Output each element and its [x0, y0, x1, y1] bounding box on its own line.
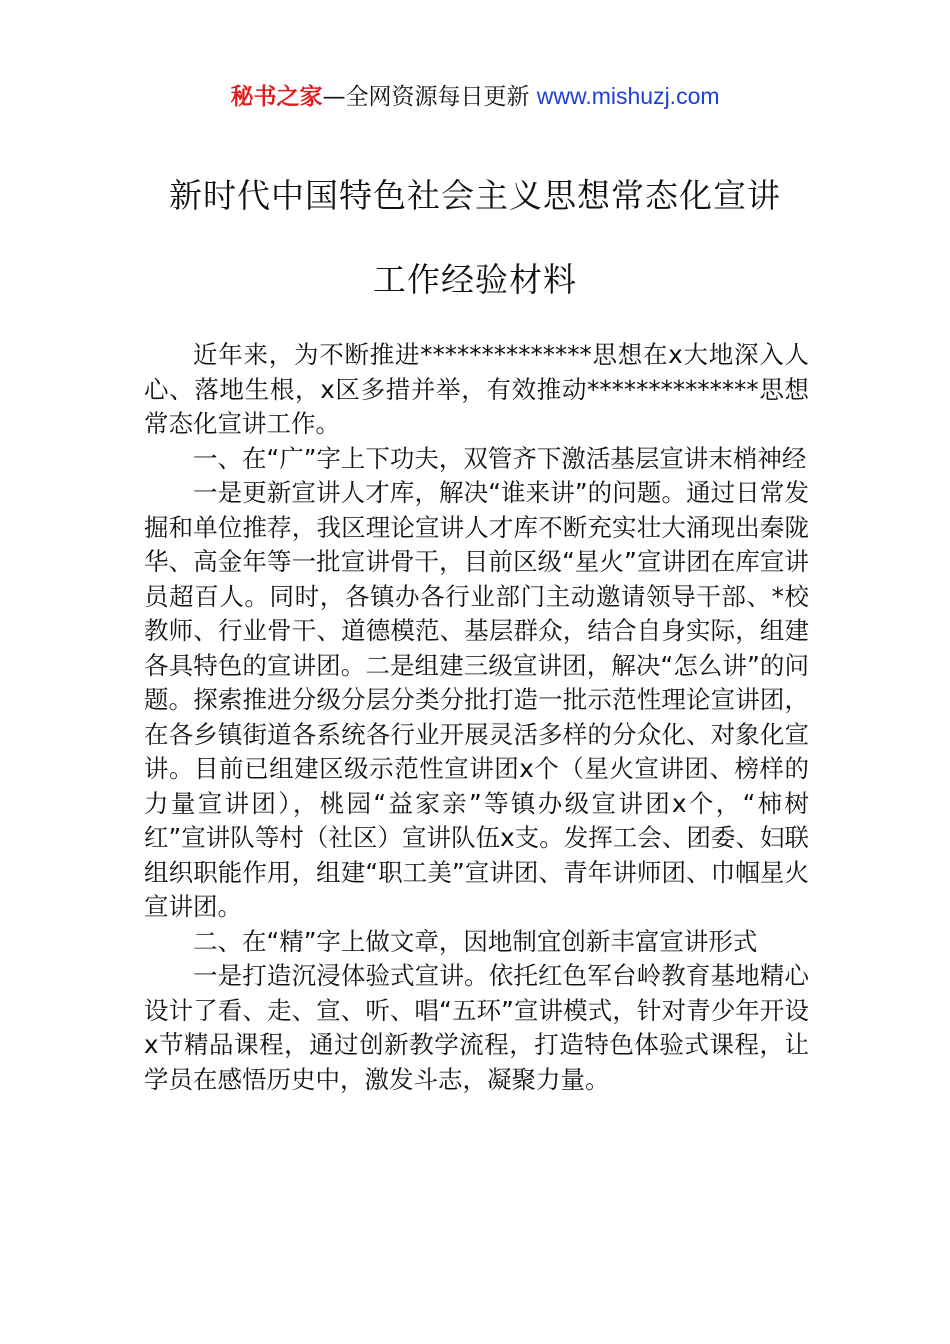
title-line-2: 工作经验材料 [373, 260, 577, 299]
site-url-link[interactable]: www.mishuzj.com [536, 83, 720, 109]
header-tagline: —全网资源每日更新 [322, 84, 530, 110]
document-body [144, 338, 809, 1097]
title-line-1: 新时代中国特色社会主义思想常态化宣讲 [169, 176, 781, 215]
body-paragraph: 一是更新宣讲人才库，解决“谁来讲”的问题。通过日常发掘和单位推荐，我区理论宣讲人才库不断充实壮大涌现出秦陇华、高金年等一批宣讲骨干，目前区级“星火”宣讲团在库宣讲员超百人。同时，各镇办各行业部门主动邀请领导干部、*校教师、行业骨干、道德模范、基层群众，结合自身实际，组建各具特色的宣讲团。二是组建三级宣讲团，解决“怎么讲”的问题。探索推进分级分层分类分批打造一批示范性理论宣讲团，在各乡镇街道各系统各行业开展灵活多样的分众化、对象化宣讲。目前已组建区级示范性宣讲团x个（星火宣讲团、榜样的力量宣讲团），桃园“益家亲”等镇办级宣讲团x个，“柿树红”宣讲队等村（社区）宣讲队伍x支。发挥工会、团委、妇联组织职能作用，组建“职工美”宣讲团、青年讲师团、巾帼星火宣讲团。 [144, 478, 809, 921]
document-title [100, 172, 850, 340]
section-heading-1: 一、在“广”字上下功夫，双管齐下激活基层宣讲末梢神经 [193, 443, 807, 473]
site-header [0, 80, 950, 113]
brand-name: 秘书之家 [230, 84, 323, 110]
intro-paragraph: 近年来，为不断推进**************思想在x大地深入人心、落地生根，x区多措并举，有效推动**************思想常态化宣讲工作。 [144, 340, 809, 438]
section-heading-2: 二、在“精”字上做文章，因地制宜创新丰富宣讲形式 [193, 926, 758, 956]
body-paragraph: 一是打造沉浸体验式宣讲。依托红色军台岭教育基地精心设计了看、走、宣、听、唱“五环”宣讲模式，针对青少年开设x节精品课程，通过创新教学流程，打造特色体验式课程，让学员在感悟历史中，激发斗志，凝聚力量。 [144, 961, 809, 1094]
